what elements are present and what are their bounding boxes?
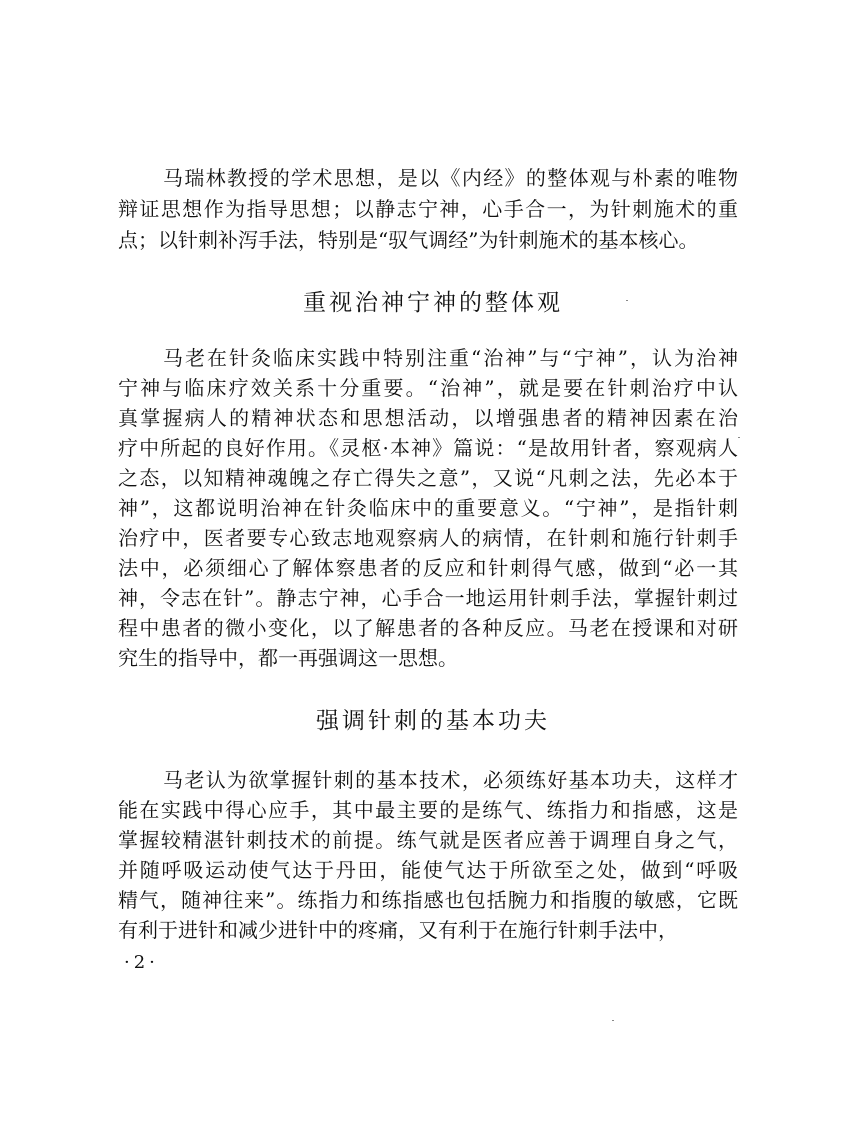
- text-line: 辩证思想作为指导思想；以静志宁神，心手合一，为针刺施术的重: [118, 197, 738, 221]
- text-line: 治疗中，医者要专心致志地观察病人的病情，在针刺和施行针刺手: [118, 526, 738, 550]
- text-line: 能在实践中得心应手，其中最主要的是练气、练指力和指感，这是: [118, 798, 738, 822]
- text-line: 有利于进针和减少进针中的疼痛，又有利于在施行针刺手法中，: [118, 918, 678, 942]
- text-line: 并随呼吸运动使气达于丹田，能使气达于所欲至之处，做到“呼吸: [118, 858, 738, 882]
- text-line: 点；以针刺补泻手法，特别是“驭气调经”为针刺施术的基本核心。: [118, 228, 699, 252]
- text-line: 掌握较精湛针刺技术的前提。练气就是医者应善于调理自身之气，: [118, 828, 738, 852]
- text-line: 马老认为欲掌握针刺的基本技术，必须练好基本功夫，这样才: [163, 768, 738, 792]
- text-line: 神，令志在针”。静志宁神，心手合一地运用针刺手法，掌握针刺过: [118, 586, 738, 610]
- text-line: 宁神与临床疗效关系十分重要。“治神”，就是要在针刺治疗中认: [118, 376, 738, 400]
- text-line: 马瑞林教授的学术思想，是以《内经》的整体观与朴素的唯物: [163, 166, 738, 190]
- text-line: 神”，这都说明治神在针灸临床中的重要意义。“宁神”，是指针刺: [118, 496, 738, 520]
- text-line: 疗中所起的良好作用。《灵枢·本神》篇说：“是故用针者，察观病人: [118, 436, 738, 460]
- text-line: 法中，必须细心了解体察患者的反应和针刺得气感，做到“必一其: [118, 556, 738, 580]
- text-line: 马老在针灸临床实践中特别注重“治神”与“宁神”，认为治神: [163, 346, 738, 370]
- text-line: 程中患者的微小变化，以了解患者的各种反应。马老在授课和对研: [118, 616, 738, 640]
- text-line: 精气，随神往来”。练指力和练指感也包括腕力和指腹的敏感，它既: [118, 888, 738, 912]
- scan-speck: [626, 300, 628, 301]
- section-heading-2: 强调针刺的基本功夫: [316, 708, 550, 734]
- scan-speck: [612, 1020, 614, 1021]
- scan-speck: [738, 437, 740, 438]
- section-heading-1: 重视治神宁神的整体观: [303, 290, 563, 316]
- page-number: ·2·: [124, 952, 159, 973]
- text-line: 真掌握病人的精神状态和思想活动，以增强患者的精神因素在治: [118, 406, 738, 430]
- text-line: 究生的指导中，都一再强调这一思想。: [118, 646, 458, 670]
- text-line: 之态，以知精神魂魄之存亡得失之意”，又说“凡刺之法，先必本于: [118, 466, 738, 490]
